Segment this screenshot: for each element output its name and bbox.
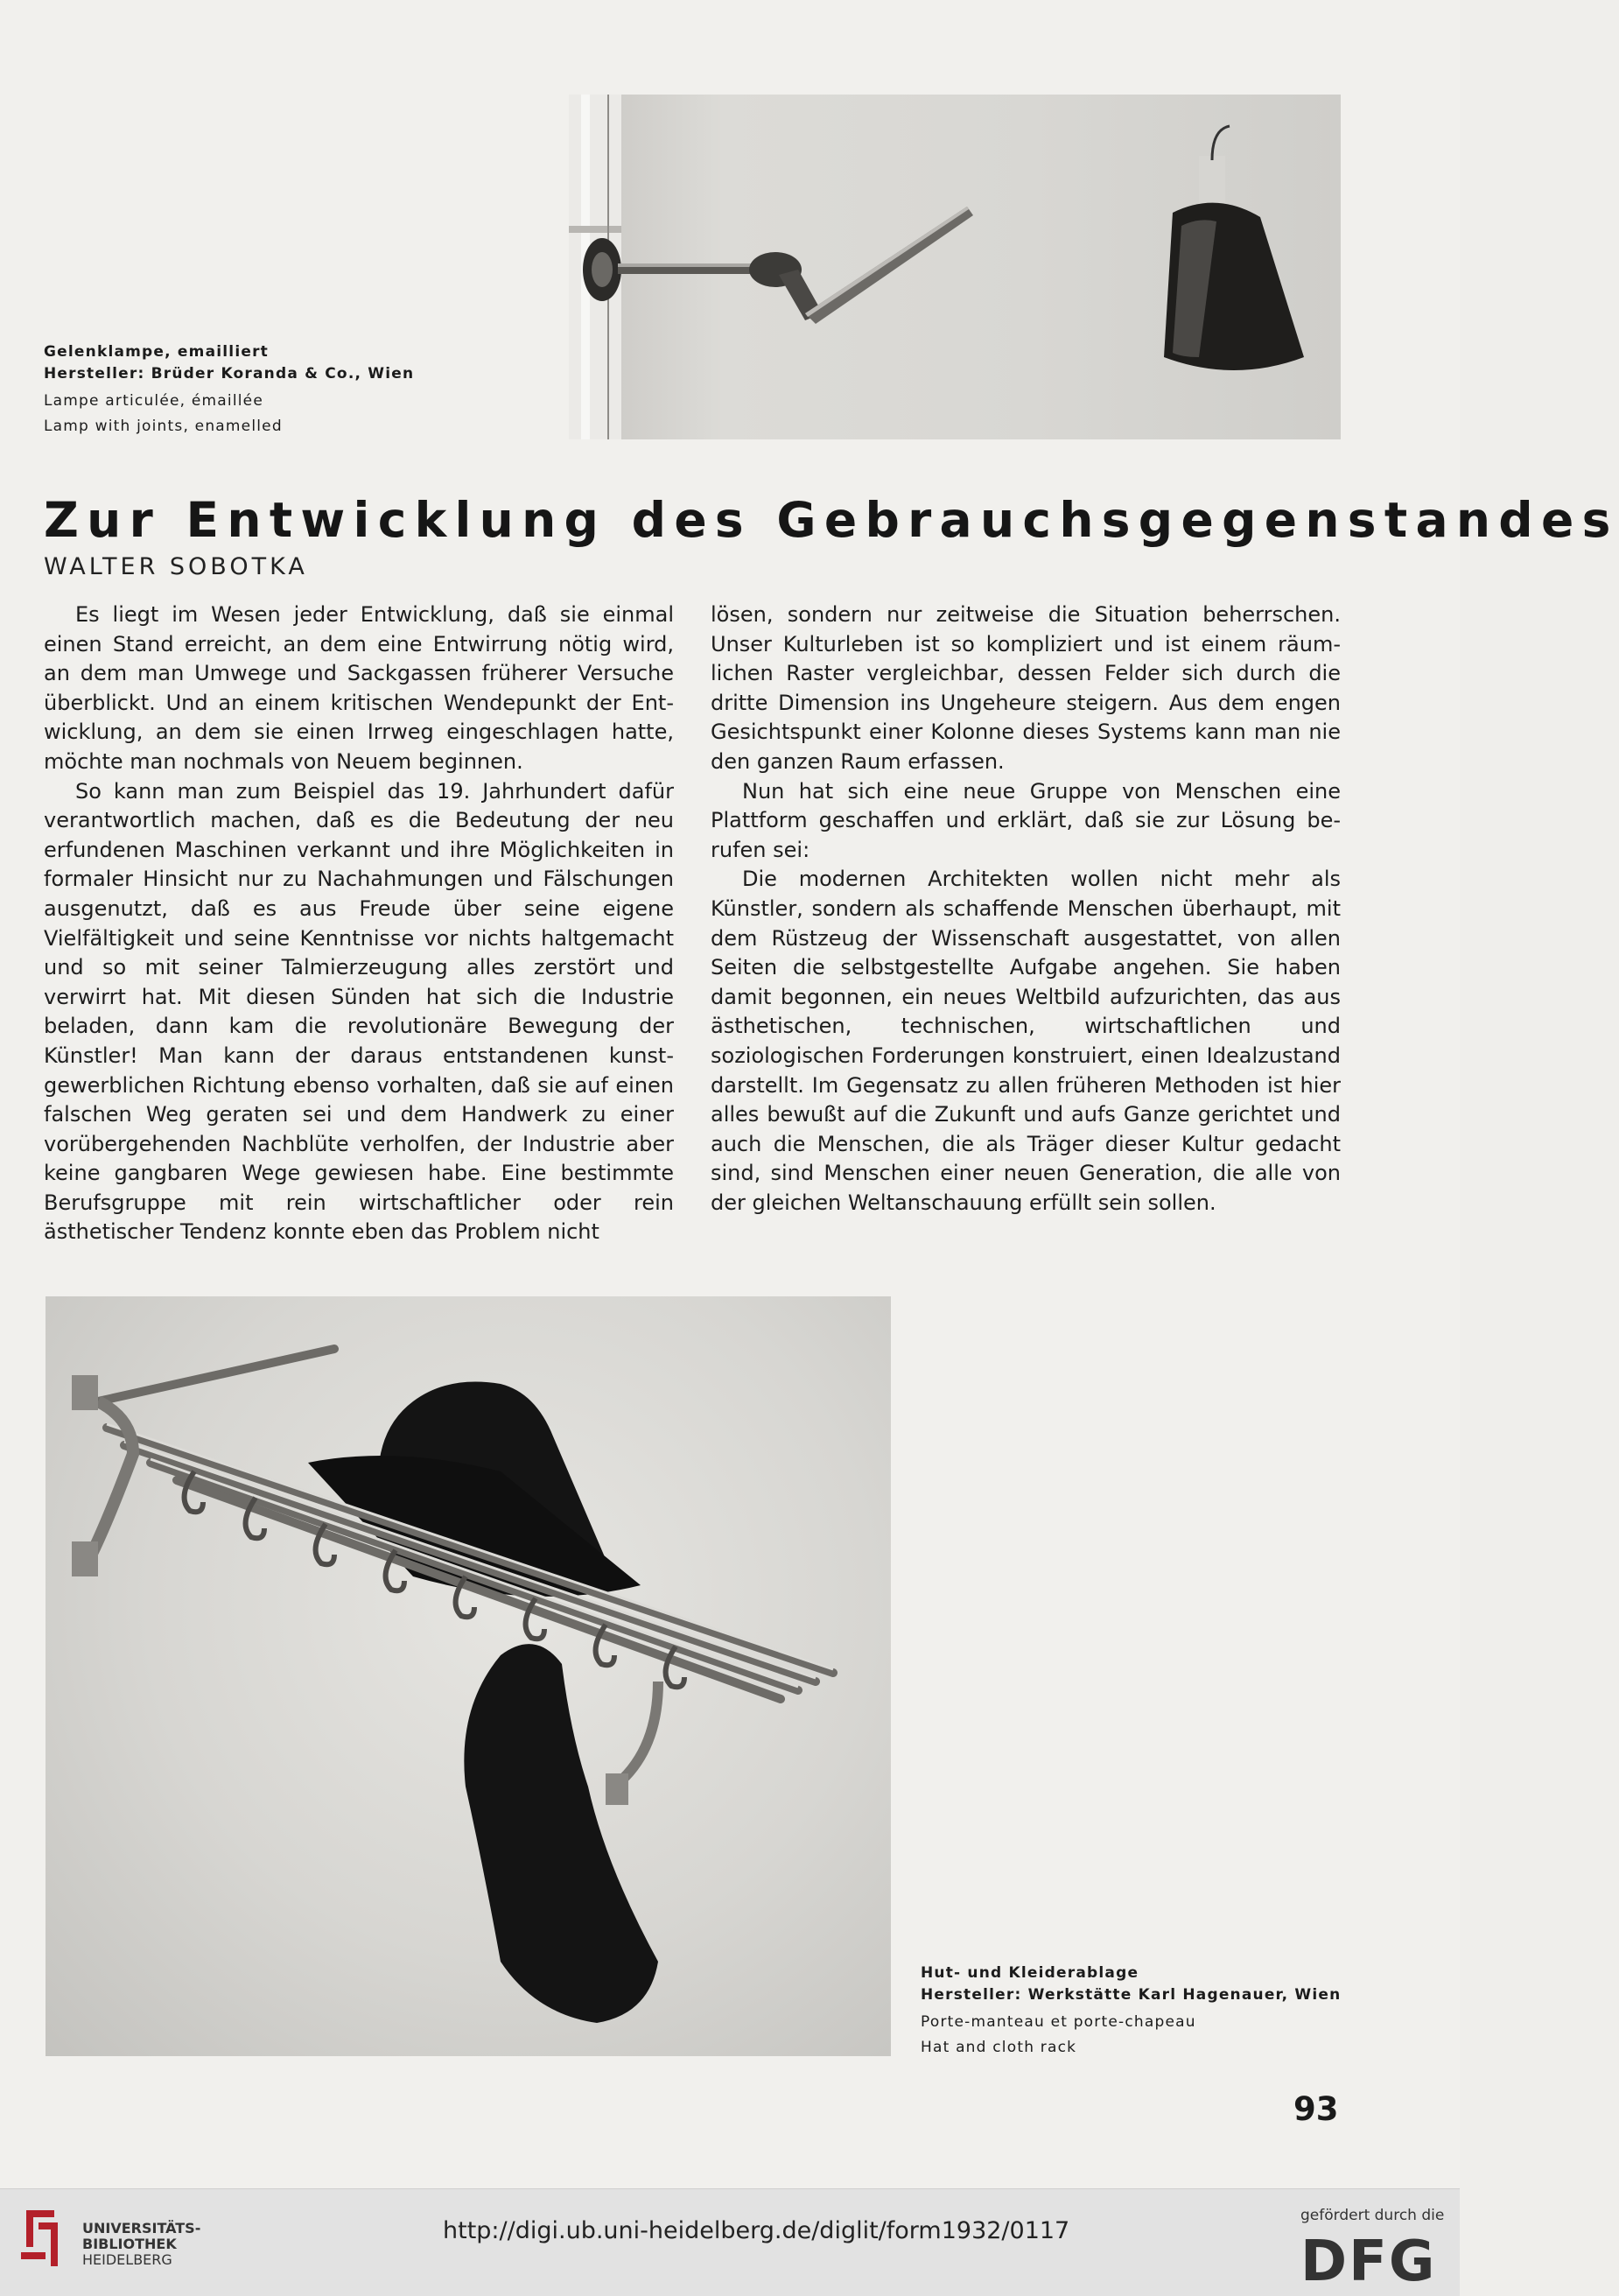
paragraph: Nun hat sich eine neue Gruppe von Menschen eine Plattform geschaffen und erklärt, daß sie zur Lösung berufen sei: <box>711 778 1341 862</box>
paragraph: lösen, sondern nur zeitweise die Situation beherrschen. Unser Kulturleben ist so kompliziert und ist einem räumlichen Raster vergleichbar, dessen Felder sich durch die dritte Dimension ins Ungeheure steigern. Aus dem engen Gesichtspunkt einer Kolonne dieses Systems kann man nie den ganzen Raum erfassen. <box>711 602 1341 774</box>
article-author: WALTER SOBOTKA <box>44 553 308 580</box>
paragraph: So kann man zum Beispiel das 19. Jahrhundert dafür verantwortlich machen, daß es die Bedeutung der neu erfundenen Maschinen verkannt und ihre Möglichkeiten in formaler Hinsicht nur zu Nachahmungen und Fälschungen ausgenutzt, daß es aus Freude über seine eigene Vielfältigkeit und seine Kenntnisse vor nichts haltgemacht und so mit seiner Talmierzeugung alles zerstört und verwirrt hat. Mit diesen Sünden hat sich die Industrie beladen, dann kam die revolutionäre Bewegung der Künstler! Man kann der daraus entstandenen kunstgewerblichen Richtung ebenso vorhalten, daß sie auf einen falschen Weg geraten sei und dem Handwerk zu einer vorübergehenden Nachblüte verholfen, der Industrie aber keine gangbaren Wege gewiesen habe. Eine bestimmte Berufsgruppe mit rein wirtschaftlicher oder rein ästhetischer Tendenz konnte eben das Problem nicht <box>44 778 674 1245</box>
document-url-link[interactable]: http://digi.ub.uni-heidelberg.de/diglit/form1932/0117 <box>443 2217 1070 2244</box>
article-column-right <box>711 600 1341 1218</box>
lamp-caption <box>44 341 534 438</box>
paragraph: Die modernen Architekten wollen nicht mehr als Künstler, sondern als schaffende Menschen überhaupt, mit dem Rüstzeug der Wissenschaft ausgestattet, von allen Seiten die selbstgestellte Aufgabe angehen. Sie haben damit begonnen, ein neues Weltbild aufzurichten, das aus ästhetischen, technischen, wirtschaftlichen und soziologischen Forderungen konstruiert, einen Idealzustand darstellt. Im Gegensatz zu allen früheren Methoden ist hier alles bewußt auf die Zukunft und aufs Ganze gerichtet und auch die Menschen, die als Träger dieser Kultur gedacht sind, sind Menschen einer neuen Generation, die alle von der gleichen Weltanschauung erfüllt sein sollen. <box>711 867 1341 1215</box>
article-column-left <box>44 600 674 1247</box>
university-library-name[interactable] <box>82 2221 200 2268</box>
library-line-3: HEIDELBERG <box>82 2251 172 2268</box>
lamp-caption-english: Lamp with joints, enamelled <box>44 418 283 435</box>
rack-photo <box>46 1296 891 2056</box>
rack-illustration <box>46 1296 891 2056</box>
rack-caption-title: Hut- und Kleiderablage <box>921 1964 1139 1982</box>
library-line-2: BIBLIOTHEK <box>82 2236 177 2252</box>
lamp-photo <box>569 95 1341 439</box>
rack-caption-manufacturer: Hersteller: Werkstätte Karl Hagenauer, Wien <box>921 1986 1342 2004</box>
article-title: Zur Entwicklung des Gebrauchsgegenstandes <box>44 492 1619 548</box>
lamp-illustration <box>569 95 1341 439</box>
page-number: 93 <box>1293 2090 1339 2128</box>
funding-note: gefördert durch die <box>1300 2207 1445 2224</box>
dfg-logo[interactable]: DFG <box>1300 2229 1437 2294</box>
rack-caption <box>921 1962 1376 2059</box>
lamp-caption-manufacturer: Hersteller: Brüder Koranda & Co., Wien <box>44 365 415 383</box>
lamp-caption-french: Lampe articulée, émaillée <box>44 392 263 410</box>
lamp-caption-title: Gelenklampe, emailliert <box>44 343 270 361</box>
rack-caption-english: Hat and cloth rack <box>921 2039 1077 2056</box>
paragraph: Es liegt im Wesen jeder Entwicklung, daß sie einmal einen Stand erreicht, an dem eine Entwirrung nötig wird, an dem man Umwege und Sackgassen früherer Versuche überblickt. Und an einem kritischen Wendepunkt der Entwicklung, an dem sie einen Irrweg eingeschlagen hatte, möchte man nochmals von Neuem beginnen. <box>44 602 674 774</box>
library-line-1: UNIVERSITÄTS- <box>82 2220 201 2236</box>
university-library-logo-icon[interactable] <box>14 2203 67 2273</box>
rack-caption-french: Porte-manteau et porte-chapeau <box>921 2013 1196 2031</box>
footer-bar <box>0 2188 1460 2296</box>
